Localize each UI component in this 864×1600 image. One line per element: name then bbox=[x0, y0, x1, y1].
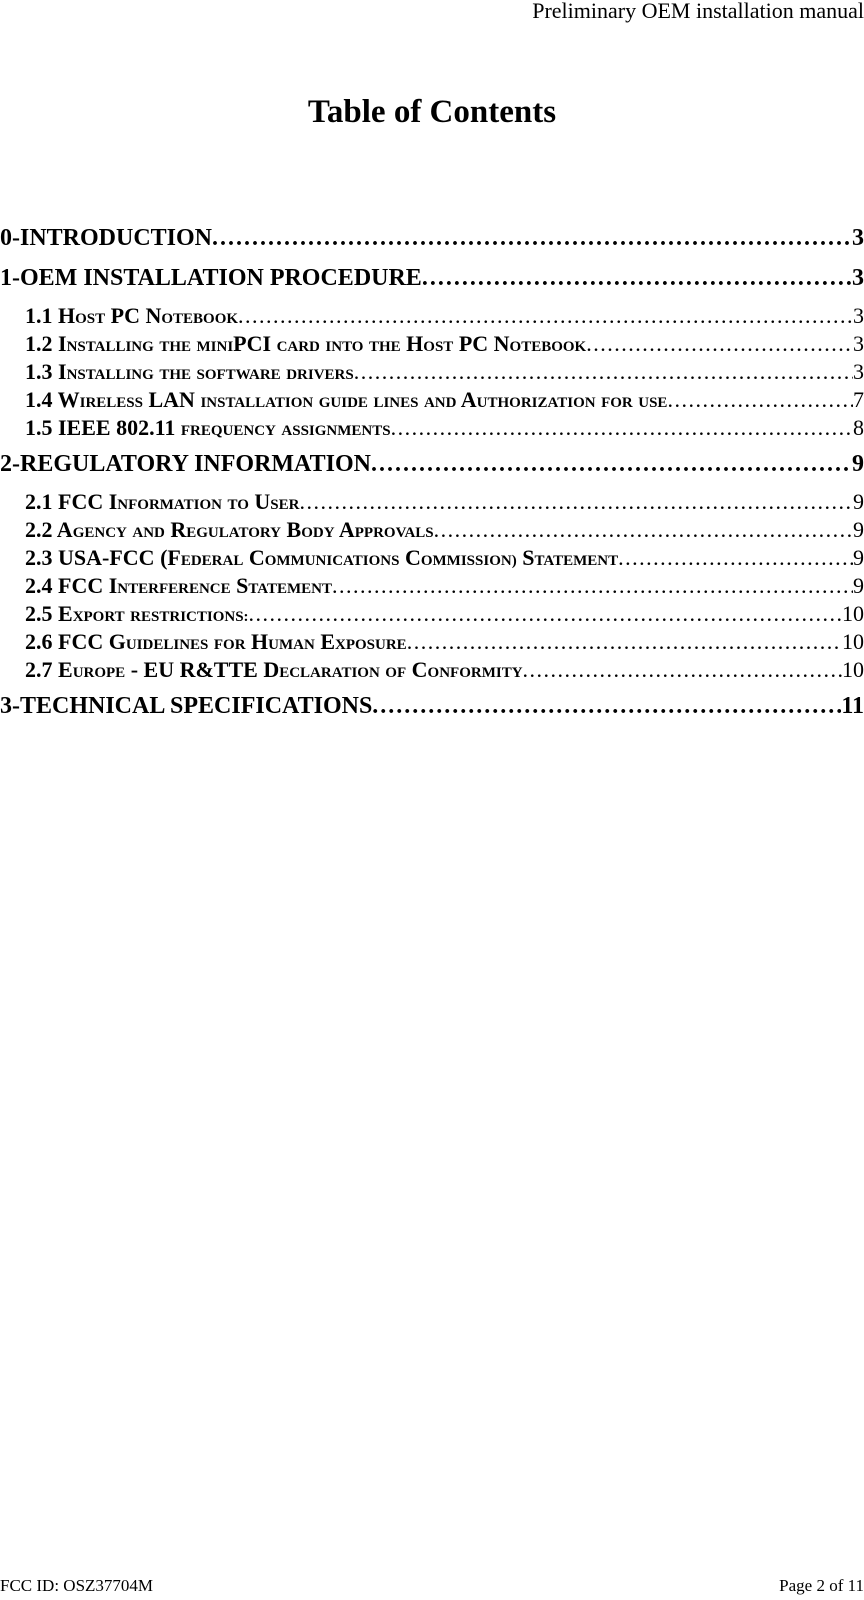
toc-leader-dots bbox=[238, 302, 853, 330]
toc-page-number: 9 bbox=[853, 517, 864, 542]
toc-entry-introduction[interactable] bbox=[0, 222, 864, 262]
toc-entry-europe-rtte-declaration[interactable] bbox=[0, 656, 864, 684]
toc-entry-label: 1.1 HOST PC NOTEBOOK bbox=[25, 303, 239, 328]
toc-entry-host-pc-notebook[interactable] bbox=[0, 302, 864, 330]
toc-page-number: 10 bbox=[842, 601, 864, 626]
toc-page-number: 3 bbox=[853, 303, 864, 328]
toc-leader-dots bbox=[371, 448, 852, 480]
toc-page-number: 10 bbox=[842, 657, 864, 682]
toc-entry-label: 2.5 EXPORT RESTRICTIONS: bbox=[25, 601, 249, 626]
toc-entry-fcc-human-exposure[interactable] bbox=[0, 628, 864, 656]
toc-page-number: 3 bbox=[853, 359, 864, 384]
fcc-id-footer: FCC ID: OSZ37704M bbox=[0, 1576, 154, 1595]
toc-entry-label: 0-INTRODUCTION bbox=[0, 225, 213, 251]
toc-entry-label: 2.7 EUROPE - EU R&TTE DECLARATION OF CONFORMITY bbox=[25, 657, 523, 682]
toc-leader-dots bbox=[422, 262, 852, 294]
toc-entry-fcc-interference-statement[interactable] bbox=[0, 572, 864, 600]
toc-page-number: 3 bbox=[853, 331, 864, 356]
toc-leader-dots bbox=[434, 516, 853, 544]
toc-entry-regulatory-information[interactable] bbox=[0, 448, 864, 488]
toc-page-number: 3 bbox=[852, 225, 864, 251]
toc-leader-dots bbox=[391, 414, 853, 442]
toc-leader-dots bbox=[407, 628, 842, 656]
toc-leader-dots bbox=[523, 656, 842, 684]
toc-entry-oem-installation-procedure[interactable] bbox=[0, 262, 864, 302]
page-title: Table of Contents bbox=[307, 94, 557, 130]
table-of-contents bbox=[0, 222, 864, 730]
toc-entry-agency-regulatory-approvals[interactable] bbox=[0, 516, 864, 544]
toc-entry-label: 3-TECHNICAL SPECIFICATIONS bbox=[0, 693, 373, 719]
toc-page-number: 9 bbox=[853, 573, 864, 598]
toc-page-number: 8 bbox=[853, 415, 864, 440]
toc-entry-installing-minipci-card[interactable] bbox=[0, 330, 864, 358]
toc-page-number: 9 bbox=[853, 489, 864, 514]
toc-entry-label: 1.5 IEEE 802.11 FREQUENCY ASSIGNMENTS bbox=[25, 415, 391, 440]
toc-page-number: 10 bbox=[842, 629, 864, 654]
toc-entry-installing-software-drivers[interactable] bbox=[0, 358, 864, 386]
running-header: Preliminary OEM installation manual bbox=[532, 0, 864, 23]
toc-entry-ieee-frequency-assignments[interactable] bbox=[0, 414, 864, 442]
toc-entry-fcc-information-to-user[interactable] bbox=[0, 488, 864, 516]
toc-page-number: 11 bbox=[841, 693, 864, 719]
toc-leader-dots bbox=[354, 358, 853, 386]
toc-entry-label: 2.6 FCC GUIDELINES FOR HUMAN EXPOSURE bbox=[25, 629, 407, 654]
toc-entry-label: 1.3 INSTALLING THE SOFTWARE DRIVERS bbox=[25, 359, 354, 384]
toc-entry-label: 2.2 AGENCY AND REGULATORY BODY APPROVALS bbox=[25, 517, 434, 542]
toc-leader-dots bbox=[667, 386, 853, 414]
toc-entry-label: 2-REGULATORY INFORMATION bbox=[0, 451, 371, 477]
toc-entry-label: 1.4 WIRELESS LAN INSTALLATION GUIDE LINES AND AUTHORIZATION FOR USE bbox=[25, 387, 668, 412]
toc-leader-dots bbox=[249, 600, 842, 628]
toc-entry-label: 1-OEM INSTALLATION PROCEDURE bbox=[0, 265, 422, 291]
toc-leader-dots bbox=[299, 488, 853, 516]
toc-entry-export-restrictions[interactable] bbox=[0, 600, 864, 628]
toc-leader-dots bbox=[618, 544, 853, 572]
toc-entry-label: 2.3 USA-FCC (FEDERAL COMMUNICATIONS COMMISSION) STATEMENT bbox=[25, 545, 619, 570]
toc-page-number: 9 bbox=[853, 545, 864, 570]
page-number-footer: Page 2 of 11 bbox=[779, 1576, 864, 1595]
toc-entry-label: 2.4 FCC INTERFERENCE STATEMENT bbox=[25, 573, 333, 598]
toc-page-number: 9 bbox=[852, 451, 864, 477]
toc-leader-dots bbox=[586, 330, 853, 358]
toc-entry-technical-specifications[interactable] bbox=[0, 690, 864, 730]
toc-leader-dots bbox=[372, 690, 841, 722]
toc-leader-dots bbox=[332, 572, 853, 600]
toc-leader-dots bbox=[212, 222, 852, 254]
toc-entry-label: 2.1 FCC INFORMATION TO USER bbox=[25, 489, 300, 514]
toc-entry-wireless-lan-guidelines[interactable] bbox=[0, 386, 864, 414]
toc-entry-usa-fcc-statement[interactable] bbox=[0, 544, 864, 572]
toc-page-number: 3 bbox=[852, 265, 864, 291]
toc-page-number: 7 bbox=[853, 387, 864, 412]
toc-entry-label: 1.2 INSTALLING THE MINIPCI CARD INTO THE HOST PC NOTEBOOK bbox=[25, 331, 587, 356]
